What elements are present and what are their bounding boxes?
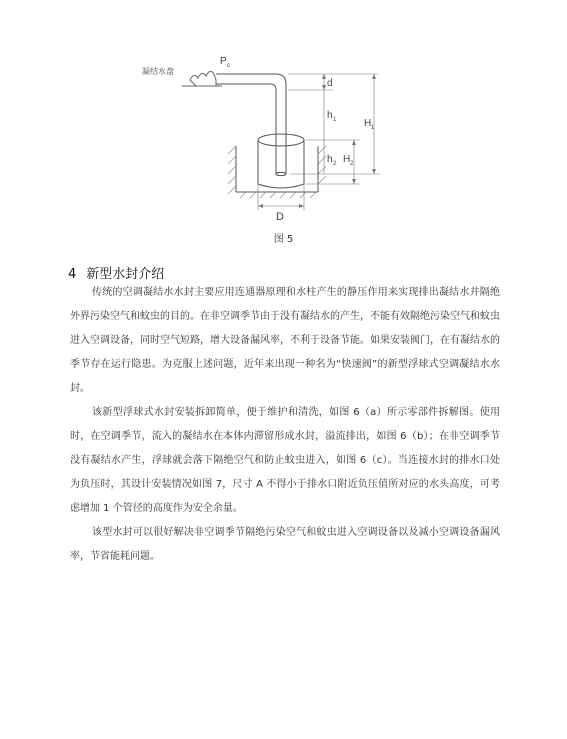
dimension-h2-label: h	[327, 154, 333, 165]
dimension-h2-subscript: 2	[333, 161, 337, 167]
water-pan-label: 凝结水盘	[142, 67, 174, 76]
section-title: 新型水封介绍	[86, 266, 165, 282]
body-text	[70, 281, 500, 569]
dimension-d-label: d	[327, 78, 333, 89]
pressure-label: P	[220, 56, 227, 67]
pipe-elbow-inner	[270, 84, 276, 90]
section-number: 4	[68, 266, 77, 282]
pipe-opening	[276, 172, 286, 175]
figure-caption: 图 5	[273, 234, 294, 245]
dimension-H2-subscript: 2	[350, 161, 354, 167]
section-heading	[68, 263, 164, 282]
pressure-subscript: c	[227, 63, 230, 69]
pit-hatching	[228, 146, 326, 198]
paragraph-1: 传统的空调凝结水水封主要应用连通器原理和水柱产生的静压作用来实现排出凝结水并隔绝外界污染空气和蚊虫的目的。在非空调季节由于没有凝结水的产生，不能有效隔绝污染空气和蚊虫进入空调设备，同时空气短路，增大设备漏风率，不利于设备节能。如果安装阀门，在有凝结水的季节存在运行隐患。为克服上述问题，近年来出现一种名为“快速阀”的新型浮球式空调凝结水水封。	[70, 287, 500, 394]
pipe-elbow-outer	[276, 74, 286, 84]
water-seal-schematic	[118, 34, 418, 234]
dimension-H2-label: H	[343, 154, 351, 165]
dimension-h1-label: h	[327, 110, 333, 121]
paragraph-2: 该新型浮球式水封安装拆卸简单，便于维护和清洗，如图 6（a）所示零部件拆解图。使用时，在空调季节，流入的凝结水在本体内滞留形成水封，溢流排出，如图 6（b）；在非空调季节没有凝结水产生，浮球就会落下隔绝空气和防止蚊虫进入，如图 6（c）。当连接水封的排水口处为负压时，其设计安装情况如图 7，尺寸 A 不得小于排水口附近负压值所对应的水头高度，可考虑增加 1 个管径的高度作为安全余量。	[70, 407, 500, 514]
dimension-h1-subscript: 1	[333, 117, 337, 123]
figure-5-diagram	[118, 34, 418, 234]
paragraph-3: 该型水封可以很好解决非空调季节隔绝污染空气和蚊虫进入空调设备以及减小空调设备漏风率，节省能耗问题。	[70, 527, 500, 562]
dimension-H1-subscript: 1	[371, 125, 375, 131]
dimension-H1-label: H	[364, 118, 372, 129]
water-pan-outline	[190, 71, 216, 86]
container-body	[258, 140, 304, 188]
container-top	[258, 134, 304, 146]
dimension-D-label: D	[276, 211, 284, 223]
